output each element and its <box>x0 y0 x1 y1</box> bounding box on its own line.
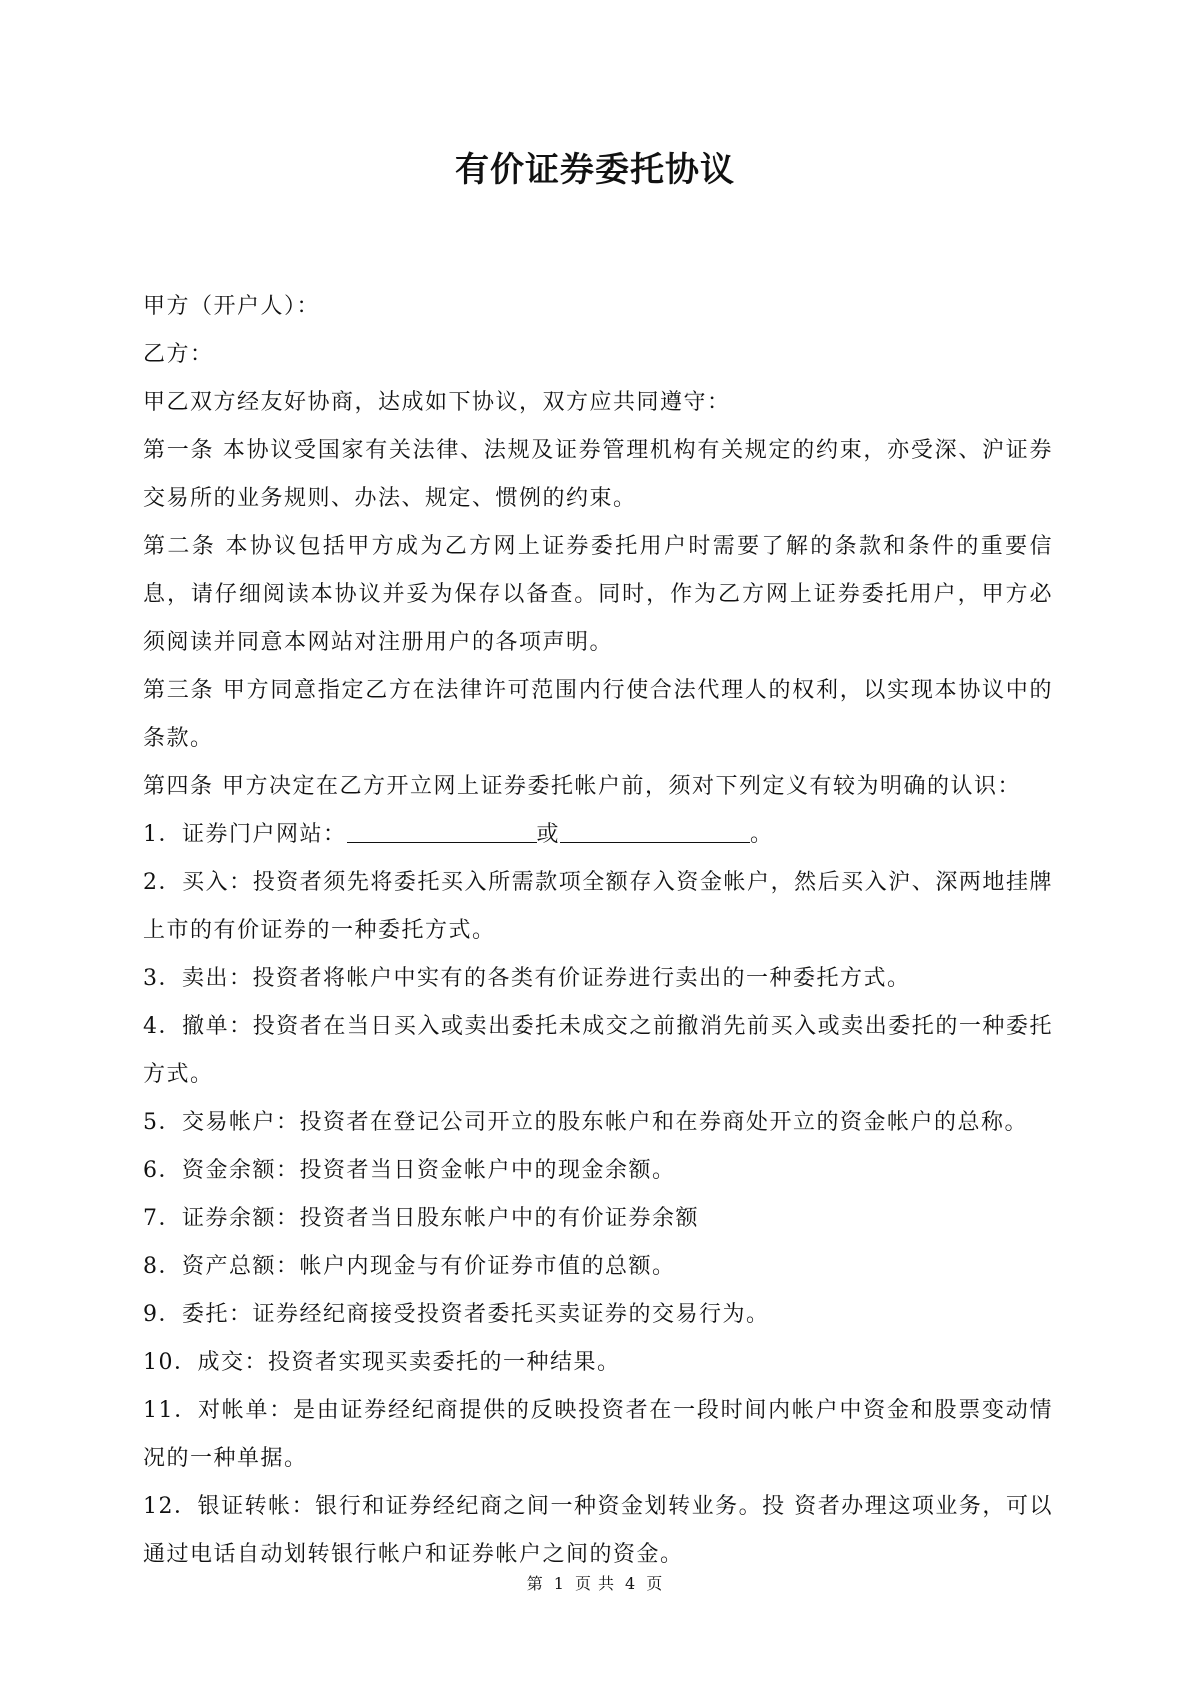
preamble: 甲乙双方经友好协商，达成如下协议，双方应共同遵守： <box>143 390 731 415</box>
definition-item: 10．成交：投资者实现买卖委托的一种结果。 <box>143 1350 621 1375</box>
page-middle: 页 共 <box>574 1574 616 1593</box>
page-total: 4 <box>625 1574 637 1593</box>
page-suffix: 页 <box>646 1574 664 1593</box>
document-body <box>143 283 1053 1579</box>
definition-item: 8．资产总额：帐户内现金与有价证券市值的总额。 <box>143 1254 676 1279</box>
definition-item-1-prefix: 1．证券门户网站： <box>143 822 347 847</box>
definition-item: 6．资金余额：投资者当日资金帐户中的现金余额。 <box>143 1158 676 1183</box>
article-3: 第三条 甲方同意指定乙方在法律许可范围内行使合法代理人的权利，以实现本协议中的条款。 <box>143 678 1053 751</box>
definition-item: 11．对帐单：是由证券经纪商提供的反映投资者在一段时间内帐户中资金和股票变动情况的一种单据。 <box>143 1398 1053 1471</box>
page-prefix: 第 <box>526 1574 544 1593</box>
definition-item: 5．交易帐户：投资者在登记公司开立的股东帐户和在券商处开立的资金帐户的总称。 <box>143 1110 1028 1135</box>
article-2: 第二条 本协议包括甲方成为乙方网上证券委托用户时需要了解的条款和条件的重要信息，请仔细阅读本协议并妥为保存以备查。同时，作为乙方网上证券委托用户，甲方必须阅读并同意本网站对注册用户的各项声明。 <box>143 534 1053 655</box>
definition-item-1 <box>143 811 1053 859</box>
website-blank-2 <box>560 822 750 843</box>
definition-item: 7．证券余额：投资者当日股东帐户中的有价证券余额 <box>143 1206 699 1231</box>
article-4: 第四条 甲方决定在乙方开立网上证券委托帐户前，须对下列定义有较为明确的认识： <box>143 774 1021 799</box>
definition-item: 3．卖出：投资者将帐户中实有的各类有价证券进行卖出的一种委托方式。 <box>143 966 911 991</box>
page-footer <box>0 1574 1190 1594</box>
definition-item-1-suffix: 。 <box>750 822 774 847</box>
definition-item: 9．委托：证券经纪商接受投资者委托买卖证券的交易行为。 <box>143 1302 770 1327</box>
document-title: 有价证券委托协议 <box>455 150 735 190</box>
party-b-line: 乙方： <box>143 342 214 367</box>
website-blank-1 <box>347 822 537 843</box>
page-number: 1 <box>553 1574 565 1593</box>
definition-item-1-or: 或 <box>536 822 561 847</box>
definition-item: 2．买入：投资者须先将委托买入所需款项全额存入资金帐户，然后买入沪、深两地挂牌上市的有价证券的一种委托方式。 <box>143 870 1053 943</box>
article-1: 第一条 本协议受国家有关法律、法规及证券管理机构有关规定的约束，亦受深、沪证券交易所的业务规则、办法、规定、惯例的约束。 <box>143 438 1053 511</box>
definition-item: 12．银证转帐：银行和证券经纪商之间一种资金划转业务。投 资者办理这项业务，可以通过电话自动划转银行帐户和证券帐户之间的资金。 <box>143 1494 1053 1567</box>
definition-item: 4．撤单：投资者在当日买入或卖出委托未成交之前撤消先前买入或卖出委托的一种委托方式。 <box>143 1014 1053 1087</box>
party-a-line: 甲方（开户人）： <box>143 294 321 319</box>
